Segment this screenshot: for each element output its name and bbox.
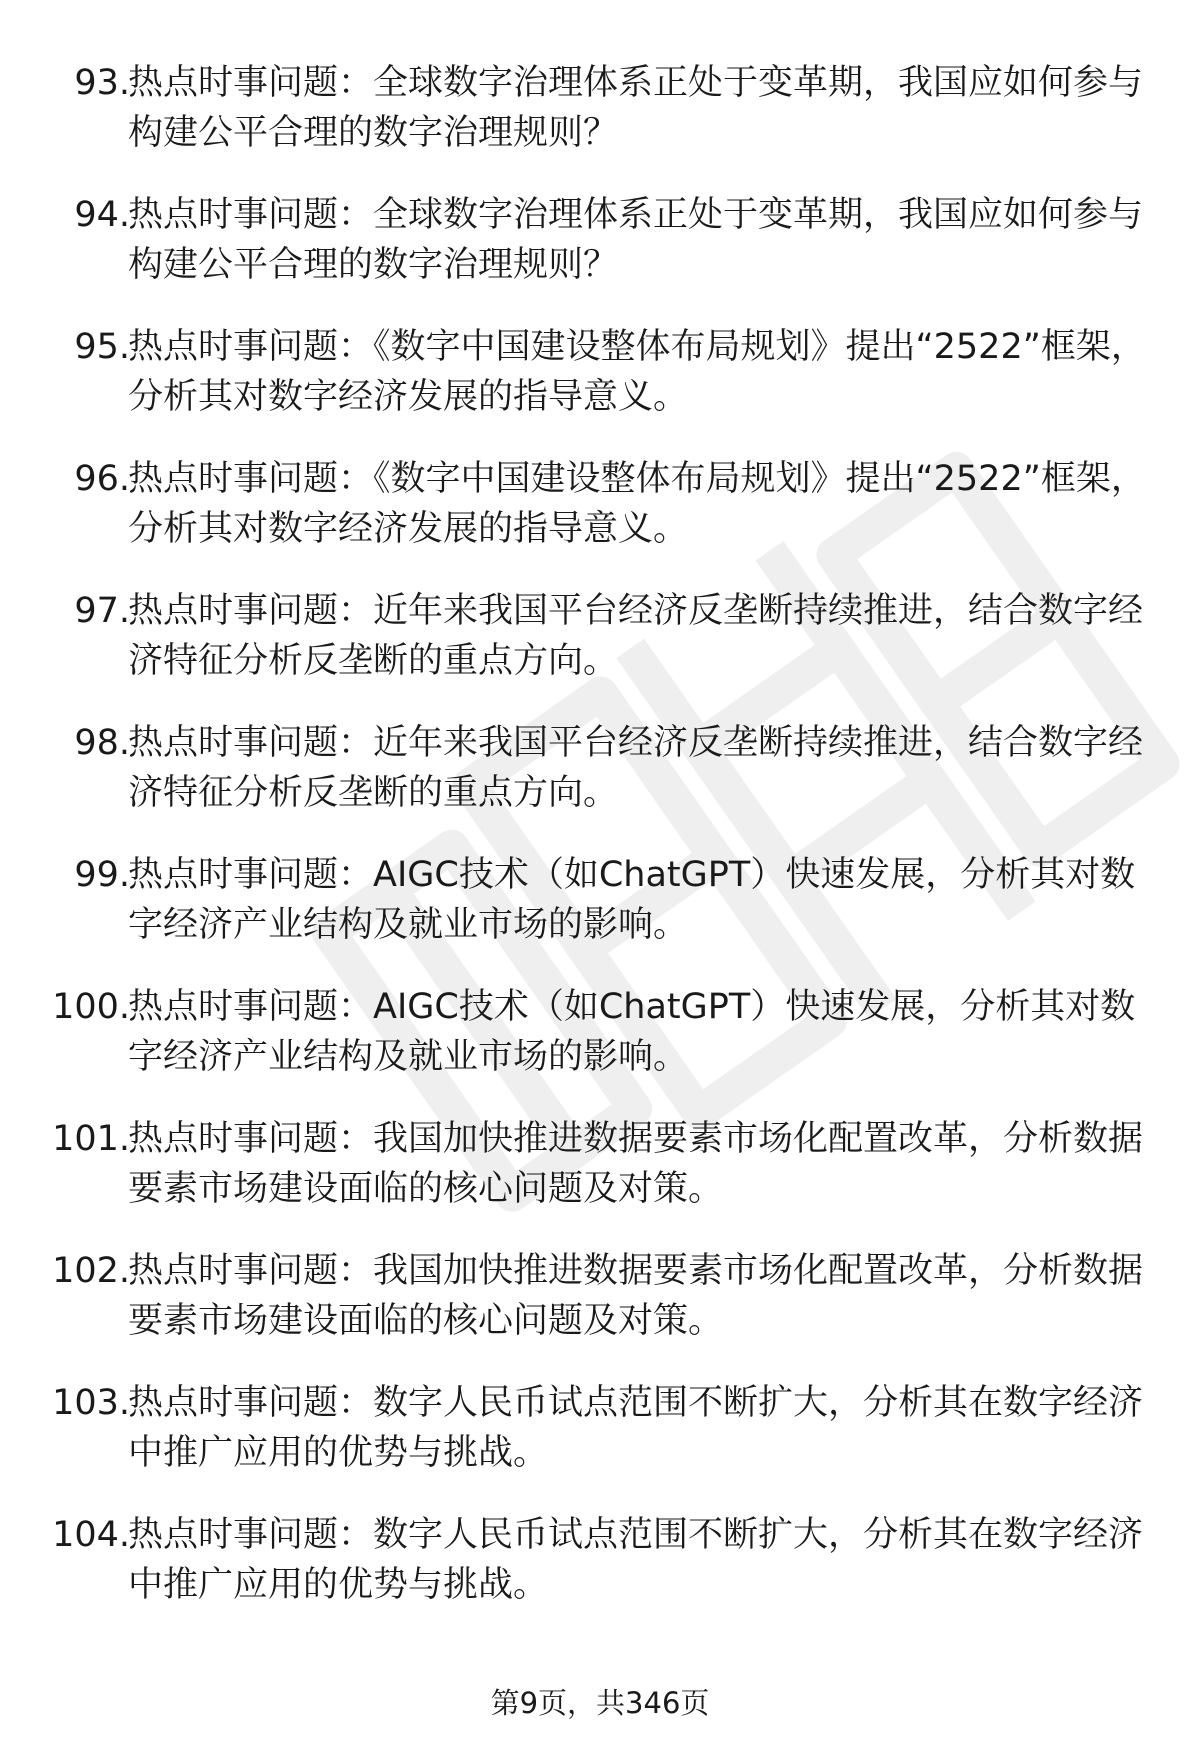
question-number: 93. [74,63,130,103]
question-number: 101. [52,1119,130,1159]
question-item [0,1510,1200,1642]
question-item [0,1114,1200,1246]
question-item [0,982,1200,1114]
question-item [0,58,1200,190]
question-number: 103. [52,1383,130,1423]
question-number: 99. [74,855,130,895]
question-number: 96. [74,459,130,499]
question-list [0,58,1200,1642]
question-number: 98. [74,723,130,763]
question-text: 热点时事问题：数字人民币试点范围不断扩大，分析其在数字经济中推广应用的优势与挑战。 [128,1383,1144,1473]
page-number-label: 第9页，共346页 [490,1686,710,1720]
question-item [0,190,1200,322]
question-item [0,1378,1200,1510]
question-item [0,322,1200,454]
question-item [0,850,1200,982]
question-item [0,1246,1200,1378]
question-item [0,718,1200,850]
question-item [0,454,1200,586]
question-number: 104. [52,1515,130,1555]
question-number: 100. [52,987,130,1027]
question-number: 95. [74,327,130,367]
page-footer [0,1683,1200,1723]
question-number: 94. [74,195,130,235]
question-text: 热点时事问题：我国加快推进数据要素市场化配置改革，分析数据要素市场建设面临的核心问题及对策。 [128,1251,1144,1341]
question-text: 热点时事问题：AIGC技术（如ChatGPT）快速发展，分析其对数字经济产业结构及就业市场的影响。 [128,987,1136,1077]
question-item [0,586,1200,718]
question-text: 热点时事问题：近年来我国平台经济反垄断持续推进，结合数字经济特征分析反垄断的重点方向。 [128,723,1144,813]
question-text: 热点时事问题：数字人民币试点范围不断扩大，分析其在数字经济中推广应用的优势与挑战。 [128,1515,1144,1605]
question-text: 热点时事问题：AIGC技术（如ChatGPT）快速发展，分析其对数字经济产业结构及就业市场的影响。 [128,855,1136,945]
question-text: 热点时事问题：全球数字治理体系正处于变革期，我国应如何参与构建公平合理的数字治理规则？ [128,63,1144,153]
question-number: 97. [74,591,130,631]
question-text: 热点时事问题：近年来我国平台经济反垄断持续推进，结合数字经济特征分析反垄断的重点方向。 [128,591,1144,681]
question-text: 热点时事问题：全球数字治理体系正处于变革期，我国应如何参与构建公平合理的数字治理规则？ [128,195,1144,285]
question-text: 热点时事问题：我国加快推进数据要素市场化配置改革，分析数据要素市场建设面临的核心问题及对策。 [128,1119,1144,1209]
question-text: 热点时事问题：《数字中国建设整体布局规划》提出“2522”框架，分析其对数字经济发展的指导意义。 [128,327,1146,417]
question-text: 热点时事问题：《数字中国建设整体布局规划》提出“2522”框架，分析其对数字经济发展的指导意义。 [128,459,1146,549]
question-number: 102. [52,1251,130,1291]
